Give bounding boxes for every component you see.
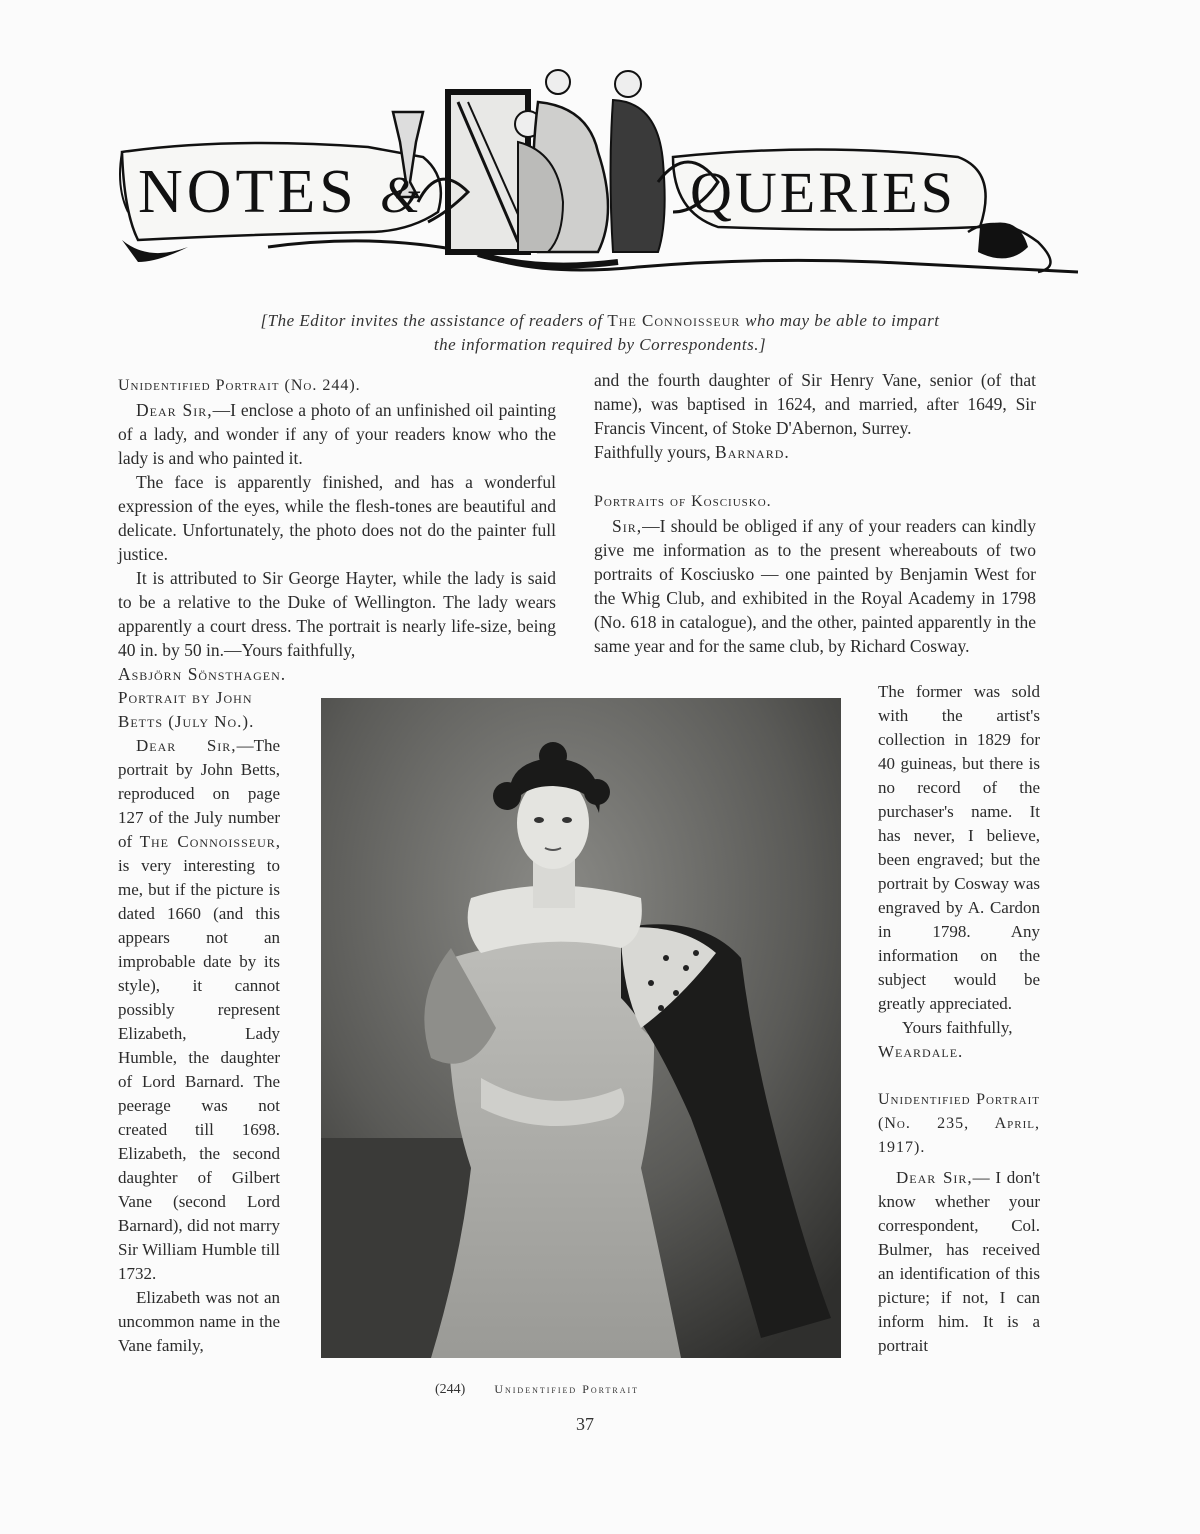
- editor-note-text-a: The Editor invites the assistance of readers of: [267, 311, 603, 330]
- article1-heading: Unidentified Portrait (No. 244).: [118, 377, 361, 394]
- article1-p1: —I enclose a photo of an unfinished oil painting of a lady, and wonder if any of your readers know who the lady is and who painted it.: [118, 400, 556, 468]
- article4-heading: Unidentified Portrait (No. 235, April, 1917).: [878, 1091, 1040, 1156]
- editor-note-text-b: who may be able to impart: [745, 311, 940, 330]
- article1-salutation: Dear Sir,: [136, 400, 213, 420]
- article3-salutation: Sir,: [612, 516, 643, 536]
- article2-closing-line: [594, 440, 1036, 464]
- article2-closing: Faithfully yours,: [594, 442, 711, 462]
- article2-paragraph-2: Elizabeth was not an uncommon name in the Vane family,: [118, 1288, 280, 1355]
- figure-caption: [435, 1382, 735, 1398]
- article3-p1: —I should be obliged if any of your readers can kindly give me information as to the present whereabouts of two portraits of Kosciusko — one painted by Benjamin West for the Whig Club, and exhibited in the Royal Academy in 1798 (No. 618 in catalogue), and the other, painted apparently in the same year and for the same club, by Richard Cosway.: [594, 516, 1036, 656]
- article-portrait-by-john-betts: [118, 686, 280, 1358]
- article1-paragraph-1: [118, 398, 556, 470]
- article3-heading: Portraits of Kosciusko.: [594, 493, 772, 510]
- article-unidentified-portrait-244: [118, 374, 556, 686]
- article1-paragraph-2: The face is apparently finished, and has a wonderful expression of the eyes, while the flesh-tones are beautiful and delicate. Unfortunately, the photo does not do the painter full justice.: [118, 472, 556, 564]
- masthead-ampersand: &: [380, 167, 421, 224]
- article3-signature: Weardale.: [878, 1042, 964, 1061]
- editor-note-magazine: The Connoisseur: [607, 311, 741, 330]
- article2-signature: Barnard.: [715, 442, 790, 462]
- article3-closing: Yours faithfully,: [902, 1018, 1013, 1037]
- unidentified-portrait-image: [321, 698, 841, 1358]
- article3-paragraph-1: [594, 514, 1036, 658]
- article1-paragraph-3: It is attributed to Sir George Hayter, while the lady is said to be a relative to the Duke of Wellington. The lady wears apparently a court dress. The portrait is nearly life-size, being 40 in. by 50 in.—Yours faithfully,: [118, 568, 556, 660]
- article2-paragraph-3: and the fourth daughter of Sir Henry Vane, senior (of that name), was baptised in 1624, and married, after 1649, Sir Francis Vincent, of Stoke D'Abernon, Surrey.: [594, 370, 1036, 438]
- masthead-illustration: [118, 62, 1084, 282]
- article2-salutation: Dear Sir,: [136, 736, 237, 755]
- article-betts-continuation: [594, 368, 1036, 658]
- article2-magazine: The Connoisseur: [139, 832, 276, 851]
- figure-number: (244): [435, 1382, 466, 1397]
- article2-heading: Portrait by John Betts (July No.).: [118, 688, 255, 731]
- article2-p1b: , is very interesting to me, but if the picture is dated 1660 (and this appears not an improbable date by its style), it cannot possibly represent Elizabeth, Lady Humble, the daughter of Lord Barnard. The peerage was not created till 1698. Elizabeth, the second daughter of Gilbert Vane (second Lord Barnard), did not marry Sir William Humble till 1732.: [118, 832, 280, 1283]
- article4-paragraph-1: [878, 1166, 1040, 1358]
- editor-note-open-bracket: [: [260, 311, 268, 330]
- editor-note-close-bracket: ]: [759, 335, 767, 354]
- masthead-queries-text: QUERIES: [690, 160, 956, 225]
- article4-p1: — I don't know whether your correspondent, Col. Bulmer, has received an identification of this picture; if not, I can inform him. It is a portrait: [878, 1168, 1040, 1355]
- article3-paragraph-2: The former was sold with the artist's collection in 1829 for 40 guineas, but there is no record of the purchaser's name. It has never, I believe, been engraved; but the portrait by Cosway was engraved by A. Cardon in 1798. Any information on the subject would be greatly appreciated.: [878, 682, 1040, 1013]
- article2-paragraph-1: [118, 734, 280, 1286]
- page-number: 37: [576, 1414, 594, 1434]
- article4-salutation: Dear Sir,: [896, 1168, 973, 1187]
- masthead-notes-text: NOTES: [138, 158, 358, 226]
- figure-title: Unidentified Portrait: [494, 1382, 640, 1396]
- editor-note: [160, 309, 1040, 357]
- article1-signature: Asbjörn Sönsthagen.: [118, 664, 287, 684]
- article2-p1a: —The portrait by John Betts, reproduced on page 127 of the July number of: [118, 736, 280, 851]
- editor-note-text-c: the information required by Correspondents.: [433, 335, 759, 354]
- article-kosciusko-continuation: [878, 680, 1040, 1358]
